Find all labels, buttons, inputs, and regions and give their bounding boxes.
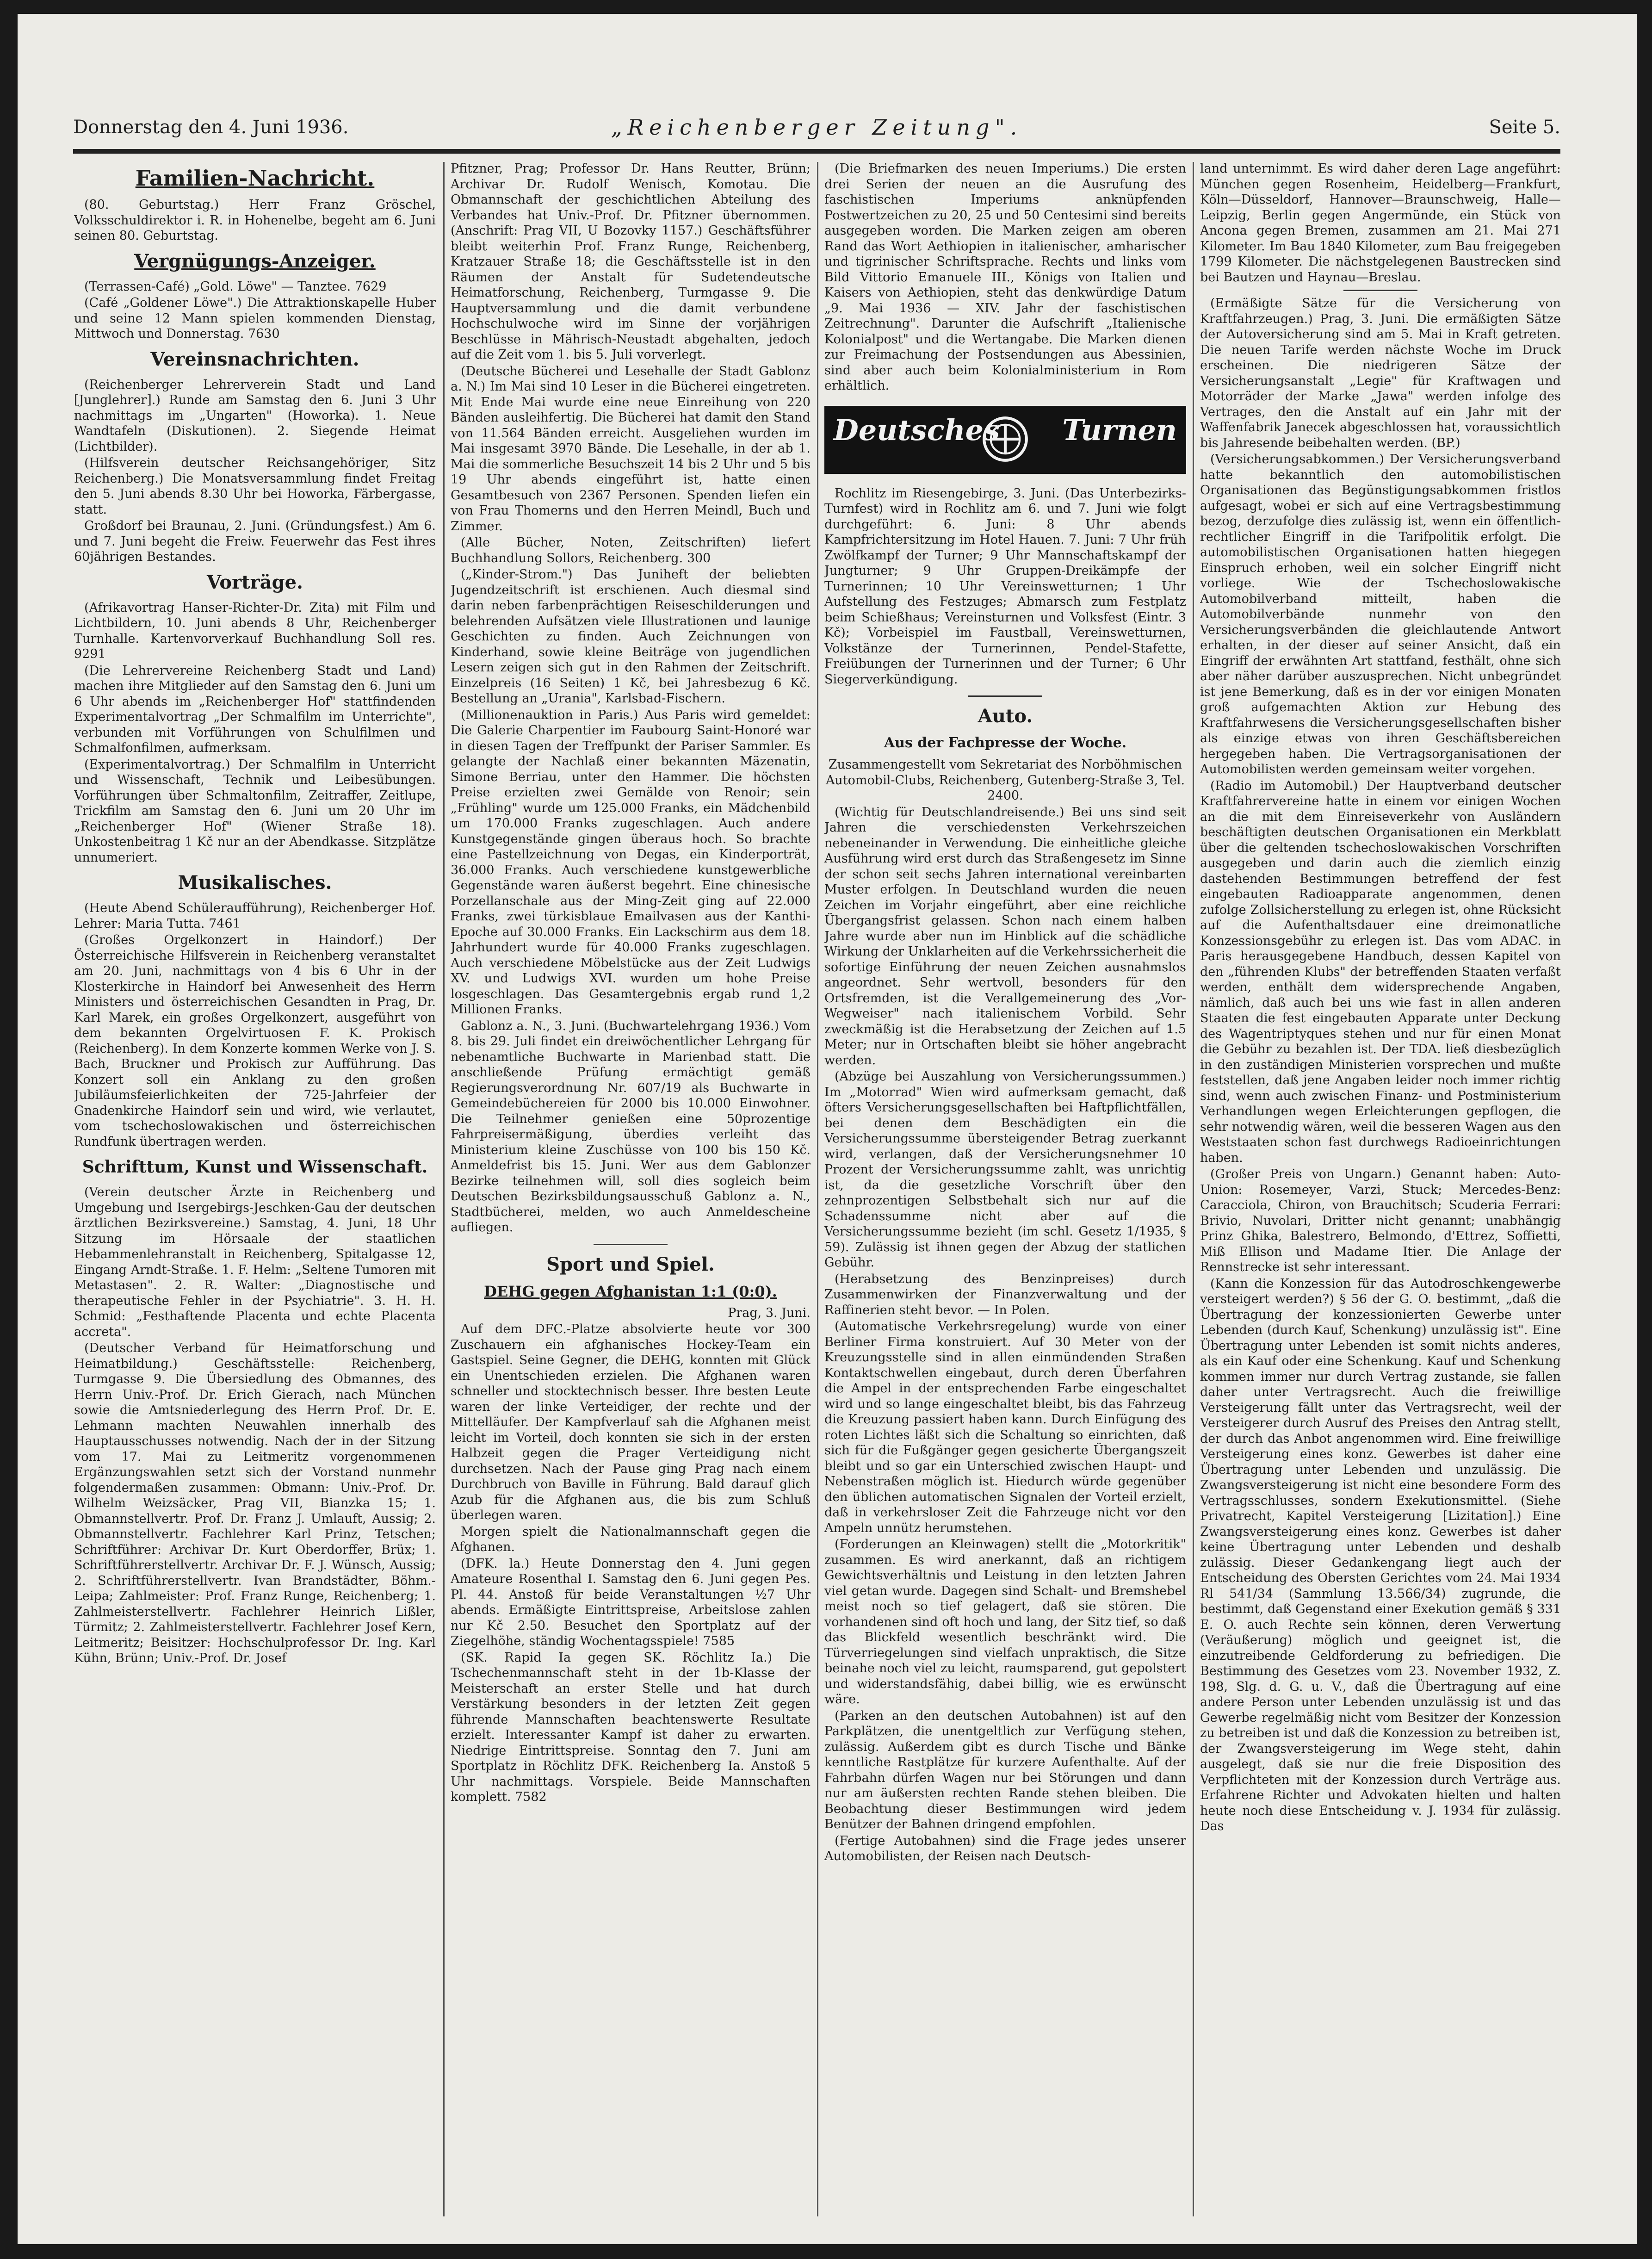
preis-ungarn-item: (Großer Preis von Ungarn.) Genannt haben: Auto-Union: Rosemeyer, Varzi, Stuck; Mercedes-Benz: Caracciola, Chiron, von Brauchitsch; Scuderia Ferrari: Brivio, Nuvolari, Dritter nicht genannt; unabhängig Prinz Ghika, Balestrero, Belmondo, d'Ettrez, Soffietti, Miß Ellison und Madame Itier. Die Anlage der Rennstrecke ist sehr interessant. xyxy=(1200,1167,1561,1274)
sport-item: (DFK. la.) Heute Donnerstag den 4. Juni gegen Amateure Rosenthal I. Samstag den 6. Juni gegen Pes. Pl. 44. Anstoß für beide Veranstaltungen ½7 Uhr abends. Ermäßigte Eintrittspreise, Arbeitslose zahlen nur Kč 2.50. Besuchet den Sportplatz auf der Ziegelhöhe, ständig Wochentagsspiele! 7585 xyxy=(451,1556,811,1648)
column-divider xyxy=(443,162,445,2216)
vortrag-item: (Afrikavortrag Hanser-Richter-Dr. Zita) mit Film und Lichtbildern, 10. Juni abends 8 Uhr, Reichenberger Turnhalle. Kartenvorverkauf Buchhandlung Soll res. 9291 xyxy=(74,600,436,661)
auto-item: (Parken an den deutschen Autobahnen) ist auf den Parkplätzen, die unentgeltlich zur Verfügung stehen, zulässig. Außerdem gibt es durch Tische und Bänke kenntliche Rastplätze für kurzere Aufenthalte. Auf der Fahrbahn dürfen Wagen nur bei Störungen und dann nur am äußersten rechten Rande stehen bleiben. Die Beobachtung dieser Bestimmungen wird jedem Benützer der Bahnen dringend empfohlen. xyxy=(824,1708,1186,1831)
sport-item: Auf dem DFC.-Platze absolvierte heute vor 300 Zuschauern ein afghanisches Hockey-Team ein Gastspiel. Seine Gegner, die DEHG, konnten mit Glück ein Unentschieden erzielen. Die Afghanen waren schneller und stocktechnisch besser. Ihre besten Leute waren der linke Verteidiger, der rechte und der Mittelläufer. Der Kampfverlauf sah die Afghanen meist leicht im Vorteil, doch konnten sie sich in der ersten Halbzeit gegen die Prager Verteidigung nicht durchsetzen. Nach der Pause ging Prag nach einem Durchbruch von Baville in Führung. Bald darauf glich Azub für die Afghanen aus, die bis zum Schluß überlegen waren. xyxy=(451,1322,811,1522)
deutsches-turnen-banner xyxy=(824,406,1186,474)
buchhandlung-item: (Alle Bücher, Noten, Zeitschriften) liefert Buchhandlung Sollors, Reichenberg. 300 xyxy=(451,535,811,565)
auto-item: (Fertige Autobahnen) sind die Frage jedes unserer Automobilisten, der Reisen nach Deutsch- xyxy=(824,1833,1186,1863)
auto-item: (Forderungen an Kleinwagen) stellt die „Motorkritik" zusammen. Es wird anerkannt, daß an richtigem Gewichtsverhältnis und Leistung in den letzten Jahren viel getan wurde. Dagegen sind Schalt- und Bremshebel meist noch so tief gelagert, daß sie stören. Die vorhandenen sind oft hoch und lang, der Sitz tief, so daß das Blickfeld wesentlich beschränkt wird. Die Türverriegelungen sind vielfach unpraktisch, die Sitze beinahe noch viel zu leicht, raumsparend, gut gepolstert und widerstandsfähig, dabei billig, wie es erwünscht wäre. xyxy=(824,1537,1186,1707)
versicherungsabkommen-item: (Versicherungsabkommen.) Der Versicherungsverband hatte bekanntlich den automobilistischen Organisationen das Begünstigungsabkommen fristlos aufgesagt, wobei er sich auf eine Vertragsbestimmung bezog, derzufolge dies zulässig ist, wenn ein öffentlich-rechtlicher Eingriff in die Tarifpolitik erfolgt. Die automobilistischen Organisationen hatten hiegegen Einspruch erhoben, weil ein solcher Eingriff nicht vorliege. Wie der Tschechoslowakische Automobilverband mitteilt, haben die Automobilverbände nunmehr von den Versicherungsverbänden die gleichlautende Antwort erhalten, in der dieser auf seiner Ansicht, daß ein Eingriff der erwähnten Art stattfand, festhält, ohne sich aber näher darüber auszusprechen. Nicht unbegründet ist jene Bemerkung, daß es in der vor einigen Monaten groß aufgemachten Aktion zur Hebung des Kraftfahrwesens die Versicherungsgesellschaften bisher als einzige etwas von ihren Geschäftsbereichen hergegeben haben. Die Vertragsorganisationen der Automobilisten werden gemeinsam weiter vorgehen. xyxy=(1200,452,1561,776)
column-4 xyxy=(1200,161,1561,2225)
autobahn-continued: land unternimmt. Es wird daher deren Lage angeführt: München gegen Rosenheim, Heidelberg—Frankfurt, Köln—Düsseldorf, Hannover—Braunschweig, Halle—Leipzig, Berlin gegen Angermünde, ein Stück von Ancona gegen Bremen, zusammen am 21. Mai 271 Kilometer. Im Bau 1840 Kilometer, zum Bau freigegeben 1799 Kilometer. Die nächstgelegenen Baustrecken sind bei Bautzen und Haynau—Breslau. xyxy=(1200,161,1561,285)
familien-text: (80. Geburtstag.) Herr Franz Gröschel, Volksschuldirektor i. R. in Hohenelbe, begeht am 6. Juni seinen 80. Geburtstag. xyxy=(74,198,436,243)
auto-item: (Abzüge bei Auszahlung von Versicherungssummen.) Im „Motorrad" Wien wird aufmerksam gemacht, daß öfters Versicherungsgesellschaften bei Haftpflichtfällen, bei denen dem Beschädigten ein die Versicherungssumme übersteigender Betrag zuerkannt wird, verlangen, daß der Versicherungsnehmer 10 Prozent der Versicherungssumme zahlt, was unrichtig ist, da die gesetzliche Vorschrift über den zehnprozentigen Selbstbehalt sich nur auf die Schadenssumme nicht aber auf die Versicherungssumme bezieht (im schl. Gesetz 1/1935, § 59). Zulässig ist ihnen gegen der Abzug der statlichen Gebühr. xyxy=(824,1069,1186,1270)
banner-right-text: Turnen xyxy=(1062,413,1177,447)
vergnuegungs-item: (Terrassen-Café) „Gold. Löwe" — Tanztee. 7629 xyxy=(84,279,387,294)
versicherung-item: (Ermäßigte Sätze für die Versicherung von Kraftfahrzeugen.) Prag, 3. Juni. Die ermäßigten Sätze der Autoversicherung sind am 5. Mai in Kraft getreten. Die neuen Tarife werden nächste Woche im Druck erscheinen. Die niedrigeren Sätze der Versicherungsanstalt „Legie" für Kraftwagen und Motorräder der Marke „Jawa" werden infolge des Vertrages, den die Anstalt auf ein Jahr mit der Waffenfabrik Janecek abgeschlossen hat, voraussichtlich bis Jahresende beibehalten werden. (BP.) xyxy=(1200,296,1561,450)
newspaper-title: „Reichenberger Zeitung". xyxy=(611,115,1023,140)
vortraege-heading: Vorträge. xyxy=(207,571,303,593)
verein-heading: Vereinsnachrichten. xyxy=(150,348,359,370)
musik-item: (Großes Orgelkonzert in Haindorf.) Der Österreichische Hilfsverein in Reichenberg veranstaltet am 20. Juni, nachmittags von 4 bis 6 Uhr in der Klosterkirche in Haindorf bei Anwesenheit des Herrn Ministers und österreichischen Gesandten in Prag, Dr. Karl Marek, ein großes Orgelkonzert, ausgeführt von dem bekannten Orgelvirtuosen F. K. Prokisch (Reichenberg). In dem Konzerte kommen Werke von J. S. Bach, Bruckner und Prokisch zur Aufführung. Das Konzert soll ein Anklang zu den großen Jubiläumsfeierlichkeiten der 725-Jahrfeier der Gnadenkirche Haindorf sein und wird, wie verlautet, vom tschechoslowakischen und österreichischen Rundfunk übertragen werden. xyxy=(74,933,436,1149)
page-header xyxy=(73,111,1560,143)
header-rule xyxy=(73,149,1560,154)
section-divider xyxy=(594,1244,668,1245)
radio-automobil-item: (Radio im Automobil.) Der Hauptverband deutscher Kraftfahrervereine hatte in einem vor einigen Wochen an die mit dem Einreiseverkehr von Ausländern beschäftigten deutschen Organisationen ein Merkblatt über die geltenden tschechoslowakischen Vorschriften ausgegeben und darin auch die ziemlich einzig dastehenden Bestimmungen betreffend der fest eingebauten Radioapparate angenommen, denen zufolge Zollsicherstellung zu erlegen ist, ohne Rücksicht auf die Aufenthaltsdauer eine dreimonatliche Konzessionsgebühr zu erlegen ist. Das vom ADAC. in Paris herausgegebene Handbuch, dessen Kapitel von den „führenden Klubs" der betreffenden Staaten verfaßt werden, enthält dem widersprechende Angaben, nämlich, daß auch bei uns wie fast in allen anderen Staaten die fest eingebauten Apparate unter Deckung des Wagentriptyques stehen und nur für einen Monat die Gebühr zu bezahlen ist. Der TDA. ließ diesbezüglich in den zuständigen Ministerien vorsprechen und mußte feststellen, daß jene Angaben leider noch immer richtig sind, wenn auch zwischen Finanz- und Postministerium Verhandlungen wegen Erleichterungen gepflogen, die sehr notwendig wären, weil die besseren Wagen aus den Weststaaten schon fast durchwegs Radioeinrichtungen haben. xyxy=(1200,778,1561,1165)
section-divider xyxy=(968,695,1042,697)
newspaper-page xyxy=(18,14,1637,2244)
sport-item: (SK. Rapid Ia gegen SK. Röchlitz Ia.) Die Tschechenmannschaft steht in der 1b-Klasse der Meisterschaft an erster Stelle und hat durch Verstärkung besonders in der letzten Zeit gegen führende Mannschaften beachtenswerte Resultate erzielt. Interessanter Kampf ist daher zu erwarten. Niedrige Eintrittspreise. Sonntag den 7. Juni am Sportplatz in Röchlitz DFK. Reichenberg Ia. Anstoß 5 Uhr nachmittags. Vorspiele. Beide Mannschaften komplett. 7582 xyxy=(451,1650,811,1804)
vortrag-item: (Experimentalvortrag.) Der Schmalfilm in Unterricht und Wissenschaft, Technik und Leibesübungen. Vorführungen über Schmaltonfilm, Zeitraffer, Zeitlupe, Trickfilm am Samstag den 6. Juni um 20 Uhr im „Reichenberger Hof" (Wiener Straße 18). Unkostenbeitrag 1 Kč nur an der Abendkasse. Sitzplätze unnumeriert. xyxy=(74,757,436,865)
familien-heading: Familien-Nachricht. xyxy=(135,166,375,191)
column-1 xyxy=(74,161,436,2225)
schrifttum-item: (Deutscher Verband für Heimatforschung und Heimatbildung.) Geschäftsstelle: Reichenberg, Turmgasse 9. Die Übersiedlung des Obmannes, des Herrn Univ.-Prof. Dr. Erich Gierach, nach München sowie die Amtsniederlegung des Herrn Prof. Dr. E. Lehmann machten Neuwahlen innerhalb des Hauptausschusses notwendig. Nach der in der Sitzung vom 17. Mai zu Leitmeritz vorgenommenen Ergänzungswahlen setzt sich der Vorstand nunmehr folgendermaßen zusammen: Obmann: Univ.-Prof. Dr. Wilhelm Weizsäcker, Prag VII, Bianzka 15; 1. Obmannstellvertr. Prof. Dr. Franz J. Umlauft, Aussig; 2. Obmannstellvertr. Fachlehrer Karl Prinz, Tetschen; Schriftführer: Archivar Dr. Kurt Oberdorffer, Brüx; 1. Schriftführerstellvertr. Archivar Dr. F. J. Wünsch, Aussig; 2. Schriftführerstellvertr. Ivan Brandstädter, Böhm.-Leipa; Zahlmeister: Prof. Franz Runge, Reichenberg; 1. Zahlmeisterstellvertr. Fachlehrer Heinrich Lißler, Türmitz; 2. Zahlmeisterstellvertr. Fachlehrer Josef Kern, Leitmeritz; Beisitzer: Hochschulprofessor Dr. Ing. Karl Kühn, Brünn; Univ.-Prof. Dr. Josef xyxy=(74,1341,436,1665)
sport-item: Morgen spielt die Nationalmannschaft gegen die Afghanen. xyxy=(451,1524,811,1554)
verein-item: Großdorf bei Braunau, 2. Juni. (Gründungsfest.) Am 6. und 7. Juni begeht die Freiw. Feuerwehr das Fest ihres 60jährigen Bestandes. xyxy=(74,519,436,564)
schrifttum-item: (Verein deutscher Ärzte in Reichenberg und Umgebung und Isergebirgs-Jeschken-Gau der deutschen ärztlichen Bezirksvereine.) Samstag, 4. Juni, 18 Uhr Sitzung im Hörsaale der staatlichen Hebammenlehranstalt in Reichenberg, Spitalgasse 12, Eingang Arndt-Straße. 1. F. Helm: „Seltene Tumoren mit Metastasen". 2. R. Walter: „Diagnostische und therapeutische Fehler in der Psychiatrie". 3. H. H. Schmid: „Festhaftende Placenta und echte Placenta accreta". xyxy=(74,1185,436,1339)
header-date: Donnerstag den 4. Juni 1936. xyxy=(73,117,349,138)
auto-heading: Auto. xyxy=(978,705,1033,727)
kinder-strom-item: („Kinder-Strom.") Das Juniheft der beliebten Jugendzeitschrift ist erschienen. Auch diesmal sind darin neben farbenprächtigen Reiseschilderungen und belehrenden Aufsätzen viele Illustrationen und launige Geschichten zu finden. Auch Zeichnungen von Kinderhand, sowie kleine Beiträge von jugendlichen Lesern zeigen sich gut in den Rahmen der Zeitschrift. Einzelpreis (16 Seiten) 1 Kč, bei Jahresbezug 6 Kč. Bestellung an „Urania", Karlsbad-Fischern. xyxy=(451,567,811,706)
sport-heading: Sport und Spiel. xyxy=(546,1253,715,1275)
sport-headline: DEHG gegen Afghanistan 1:1 (0:0). xyxy=(484,1282,777,1300)
millionenauktion-item: (Millionenauktion in Paris.) Aus Paris wird gemeldet: Die Galerie Charpentier im Faubourg Saint-Honoré war in diesen Tagen der Treffpunkt der Pariser Sammler. Es gelangte der Nachlaß einer bekannten Mäzenatin, Simone Berriau, unter den Hammer. Die höchsten Preise erzielten zwei Gemälde von Renoir; sein „Frühling" wurde um 125.000 Franks, ein Mädchenbild um 170.000 Franks zugeschlagen. Auch andere Kunstgegenstände gingen überaus hoch. So brachte eine Pastellzeichnung von Degas, ein Kinderporträt, 36.000 Franks. Auch verschiedene kunstgewerbliche Gegenstände waren äußerst begehrt. Eine chinesische Porzellanschale aus der Ming-Zeit ging auf 22.000 Franks, zwei türkisblaue Emailvasen aus der Kanthi-Epoche auf 30.000 Franks. Ein Lackschirm aus dem 18. Jahrhundert wurde für 40.000 Franks zugeschlagen. Auch verschiedene Möbelstücke aus der Zeit Ludwigs XV. und Ludwigs XVI. wurden um hohe Preise losgeschlagen. Das Gesamtergebnis ergab rund 1,2 Millionen Franks. xyxy=(451,707,811,1017)
section-divider xyxy=(1343,290,1417,291)
briefmarken-item: (Die Briefmarken des neuen Imperiums.) Die ersten drei Serien der neuen an die Ausrufung des faschistischen Imperiums anknüpfenden Postwertzeichen zu 20, 25 und 50 Centesimi sind bereits ausgegeben worden. Die Marken zeigen am oberen Rand das Wort Aethiopien in italienischer, amharischer und tigrinischer Schriftsprache. Rechts und links vom Bild Vittorio Emanuele III., Königs von Italien und Kaisers von Aethiopien, steht das denkwürdige Datum „9. Mai 1936 — XIV. Jahr der faschistischen Zeitrechnung". Darunter die Aufschrift „Italienische Kolonialpost" und die Wertangabe. Die Marken dienen zur Freimachung der Postsendungen aus Abessinien, sind aber auch beim Kolonialministerium in Rom erhältlich. xyxy=(824,161,1186,393)
vergnuegungs-item: (Café „Goldener Löwe".) Die Attraktionskapelle Huber und seine 12 Mann spielen kommenden Dienstag, Mittwoch und Donnerstag. 7630 xyxy=(74,296,436,341)
vergnuegungs-heading: Vergnügungs-Anzeiger. xyxy=(134,250,376,272)
konzession-item: (Kann die Konzession für das Autodroschkengewerbe versteigert werden?) § 56 der G. O. bestimmt, „daß die Übertragung der konzessionierten Gewerbe unter Lebenden (durch Kauf, Schenkung) unzulässig ist". Eine Übertragung unter Lebenden ist somit nichts anderes, als ein Kauf oder eine Schenkung. Kauf und Schenkung kommen immer nur durch Vertrag zustande, sie fallen daher unter Vertragsrecht. Auch die freiwillige Versteigerung fällt unter das Vertragsrecht, weil der Versteigerer durch Ausruf des Preises den Antrag stellt, der durch das Anbot angenommen wird. Eine freiwillige Versteigerung eines konz. Gewerbes ist daher eine Übertragung unter Lebenden und unzulässig. Die Zwangsversteigerung ist nicht eine besondere Form des Vertragsschlusses, sondern Exekutionsmittel. (Siehe Privatrecht, Kapitel Versteigerung [Lizitation].) Eine Zwangsversteigerung eines konz. Gewerbes ist daher keine Übertragung unter Lebenden und deshalb zulässig. Dieser Gedankengang liegt auch der Entscheidung des Obersten Gerichtes vom 24. Mai 1934 Rl 541/34 (Sammlung 13.566/34) zugrunde, die bestimmt, daß Gegenstand einer Exekution gemäß § 331 E. O. auch Rechte sein können, deren Verwertung (Veräußerung) möglich und geeignet ist, die einzutreibende Geldforderung zu befriedigen. Die Bestimmung des Gesetzes vom 23. November 1932, Z. 198, Slg. d. G. u. V., daß die Übertragung auf eine andere Person unter Lebenden unzulässig ist und das Gewerbe regelmäßig nicht vom Besitzer der Konzession zu betreiben ist und daß die Konzession zu betreiben ist, der Zwangsversteigerung im Wege steht, dahin ausgelegt, daß sie nur die freie Disposition des Verpflichteten mit der Konzession durch Verträge aus. Erfahrene Richter und Advokaten hielten und halten heute noch diese Entscheidung v. J. 1934 für zulässig. Das xyxy=(1200,1276,1561,1833)
buchwarte-item: Gablonz a. N., 3. Juni. (Buchwartelehrgang 1936.) Vom 8. bis 29. Juli findet ein dreiwöchentlicher Lehrgang für nebenamtliche Buchwarte in Marienbad statt. Die anschließende Prüfung ermächtigt gemäß Regierungsverordnung Nr. 607/19 als Buchwarte in Gemeindebüchereien für 2000 bis 10.000 Einwohner. Die Teilnehmer genießen eine 50prozentige Fahrpreisermäßigung, überdies verleiht das Ministerium kleine Zuschüsse von 100 bis 150 Kč. Anmeldefrist bis 15. Juni. Wer aus dem Gablonzer Bezirke teilnehmen will, soll dies sogleich beim Deutschen Bezirksbildungsausschuß Gablonz a. N., Stadtbücherei, melden, wo auch Anmeldescheine aufliegen. xyxy=(451,1018,811,1235)
musik-heading: Musikalisches. xyxy=(178,872,332,894)
schrifttum-heading: Schrifttum, Kunst und Wissenschaft. xyxy=(82,1157,428,1177)
auto-item: (Automatische Verkehrsregelung) wurde von einer Berliner Firma konstruiert. Auf 30 Meter von der Kreuzungsstelle sind in allen einmündenden Straßen Kontaktschwellen eingebaut, durch deren Überfahren die Ampel in der entsprechenden Farbe eingeschaltet wird und so lange eingeschaltet bleibt, bis das Fahrzeug die Kreuzung passiert haben kann. Durch Einfügung des roten Lichtes läßt sich die Schaltung so einrichten, daß sich für die Fußgänger gegen gesicherte Übergangszeit bleibt und so gar ein Unterschied zwischen Haupt- und Nebenstraßen möglich ist. Hiedurch würde gegenüber den üblichen automatischen Signalen der Vorteil erzielt, daß in verkehrsloser Zeit die Fahrzeuge nicht vor den Ampeln unnütz herumstehen. xyxy=(824,1319,1186,1535)
column-divider xyxy=(1193,162,1194,2216)
verein-item: (Reichenberger Lehrerverein Stadt und Land [Junglehrer].) Runde am Samstag den 6. Juni 3 Uhr nachmittags im „Ungarten" (Howorka). 1. Neue Wandtafeln (Diskutionen). 2. Siegende Heimat (Lichtbilder). xyxy=(74,377,436,454)
page-number: Seite 5. xyxy=(1489,117,1560,138)
buecherei-item: (Deutsche Bücherei und Lesehalle der Stadt Gablonz a. N.) Im Mai sind 10 Leser in die Bücherei eingetreten. Mit Ende Mai wurde eine neue Einreihung von 220 Bänden ausleihfertig. Die Bücherei hat damit den Stand von 11.564 Bänden erreicht. Ausgeliehen wurden im Mai insgesamt 3970 Bände. Die Lesehalle, in der ab 1. Mai die sommerliche Besuchszeit 14 bis 2 Uhr und 5 bis 19 Uhr abends eingeführt ist, hatte einen Gesamtbesuch von 2367 Personen. Spenden liefen ein von Frau Thomerns und den Herren Meindl, Buch und Zimmer. xyxy=(451,364,811,534)
auto-item: (Wichtig für Deutschlandreisende.) Bei uns sind seit Jahren die verschiedensten Verkehrszeichen nebeneinander in Verwendung. Die einheitliche gleiche Ausführung wird erst durch das Straßengesetz im Sinne der schon seit sechs Jahren international vereinbarten Muster erfolgen. In Deutschland wurden die neuen Zeichen im Vorjahr eingeführt, aber eine reichliche Übergangsfrist gelassen. Schon nach einem halben Jahre wurde aber nun im Hinblick auf die schädliche Wirkung der Unklarheiten auf die Verkehrssicherheit die sofortige Einführung der neuen Zeichen ausnahmslos angeordnet. Sehr wertvoll, besonders für den Ortsfremden, ist die Verallgemeinerung des „Vor-Wegweiser" nach italienischem Vorbild. Sehr zweckmäßig ist die Herabsetzung der Zeichen auf 1.5 Meter; nur in Ortschaften bleibt sie höher angebracht werden. xyxy=(824,805,1186,1067)
turnen-item: Rochlitz im Riesengebirge, 3. Juni. (Das Unterbezirks-Turnfest) wird in Rochlitz am 6. und 7. Juni wie folgt durchgeführt: 6. Juni: 8 Uhr abends Kampfrichtersitzung im Hotel Hauen. 7. Juni: 7 Uhr früh Zwölfkampf der Turner; 9 Uhr Mannschaftskampf der Jungturner; 9 Uhr Gruppen-Dreikämpfe der Turnerinnen; 10 Uhr Vereinswetturnen; 1 Uhr Aufstellung des Festzuges; Abmarsch zum Festplatz beim Schießhaus; Vereinsturnen und Volksfest (Eintr. 3 Kč); Vorbeispiel im Faustball, Vereinswetturnen, Volkstänze der Turnerinnen, Pendel-Stafette, Freiübungen der Turnerinnen und der Turner; 6 Uhr Siegerverkündigung. xyxy=(824,486,1186,687)
column-2 xyxy=(451,161,811,2225)
column-divider xyxy=(817,162,818,2216)
banner-left-text: Deutsches xyxy=(834,413,1000,447)
verein-item: (Hilfsverein deutscher Reichsangehöriger, Sitz Reichenberg.) Die Monatsversammlung findet Freitag den 5. Juni abends 8.30 Uhr bei Howorka, Färbergasse, statt. xyxy=(74,456,436,517)
auto-item: (Herabsetzung des Benzinpreises) durch Zusammenwirken der Finanzverwaltung und der Raffinerien steht bevor. — In Polen. xyxy=(824,1272,1186,1317)
auto-subheading: Aus der Fachpresse der Woche. xyxy=(884,735,1127,751)
vortrag-item: (Die Lehrervereine Reichenberg Stadt und Land) machen ihre Mitglieder auf den Samstag den 6. Juni um 6 Uhr abends im „Reichenberger Hof" stattfindenden Experimentalvortrag „Der Schmalfilm im Unterrichte", verbunden mit Vorführungen von Schulfilmen und Schmalfonfilmen, aufmerksam. xyxy=(74,663,436,755)
sport-dateline: Prag, 3. Juni. xyxy=(728,1305,811,1320)
column-3 xyxy=(824,161,1186,2225)
musik-item: (Heute Abend Schüleraufführung), Reichenberger Hof. Lehrer: Maria Tutta. 7461 xyxy=(74,901,436,931)
turner-emblem-icon xyxy=(981,415,1029,463)
schrifttum-continued: Pfitzner, Prag; Professor Dr. Hans Reutter, Brünn; Archivar Dr. Rudolf Wenisch, Komotau. Die Obmannschaft der geschichtlichen Abteilung des Verbandes hat Univ.-Prof. Dr. Pfitzner übernommen. (Anschrift: Prag VII, U Bozovky 1157.) Geschäftsführer bleibt weiterhin Prof. Franz Runge, Reichenberg, Kratzauer Straße 18; die Geschäftsstelle ist in den Räumen der Anstalt für Sudetendeutsche Heimatforschung, Reichenberg, Turmgasse 9. Die Hauptversammlung und die damit verbundene Hochschulwoche wird im Sinne der vorjährigen Beschlüsse in Mährisch-Neustadt abgehalten, jedoch auf die Zeit vom 1. bis 5. Juli vorverlegt. xyxy=(451,161,811,362)
auto-credit: Zusammengestellt vom Sekretariat des Norböhmischen Automobil-Clubs, Reichenberg, Gutenberg-Straße 3, Tel. 2400. xyxy=(825,757,1185,803)
